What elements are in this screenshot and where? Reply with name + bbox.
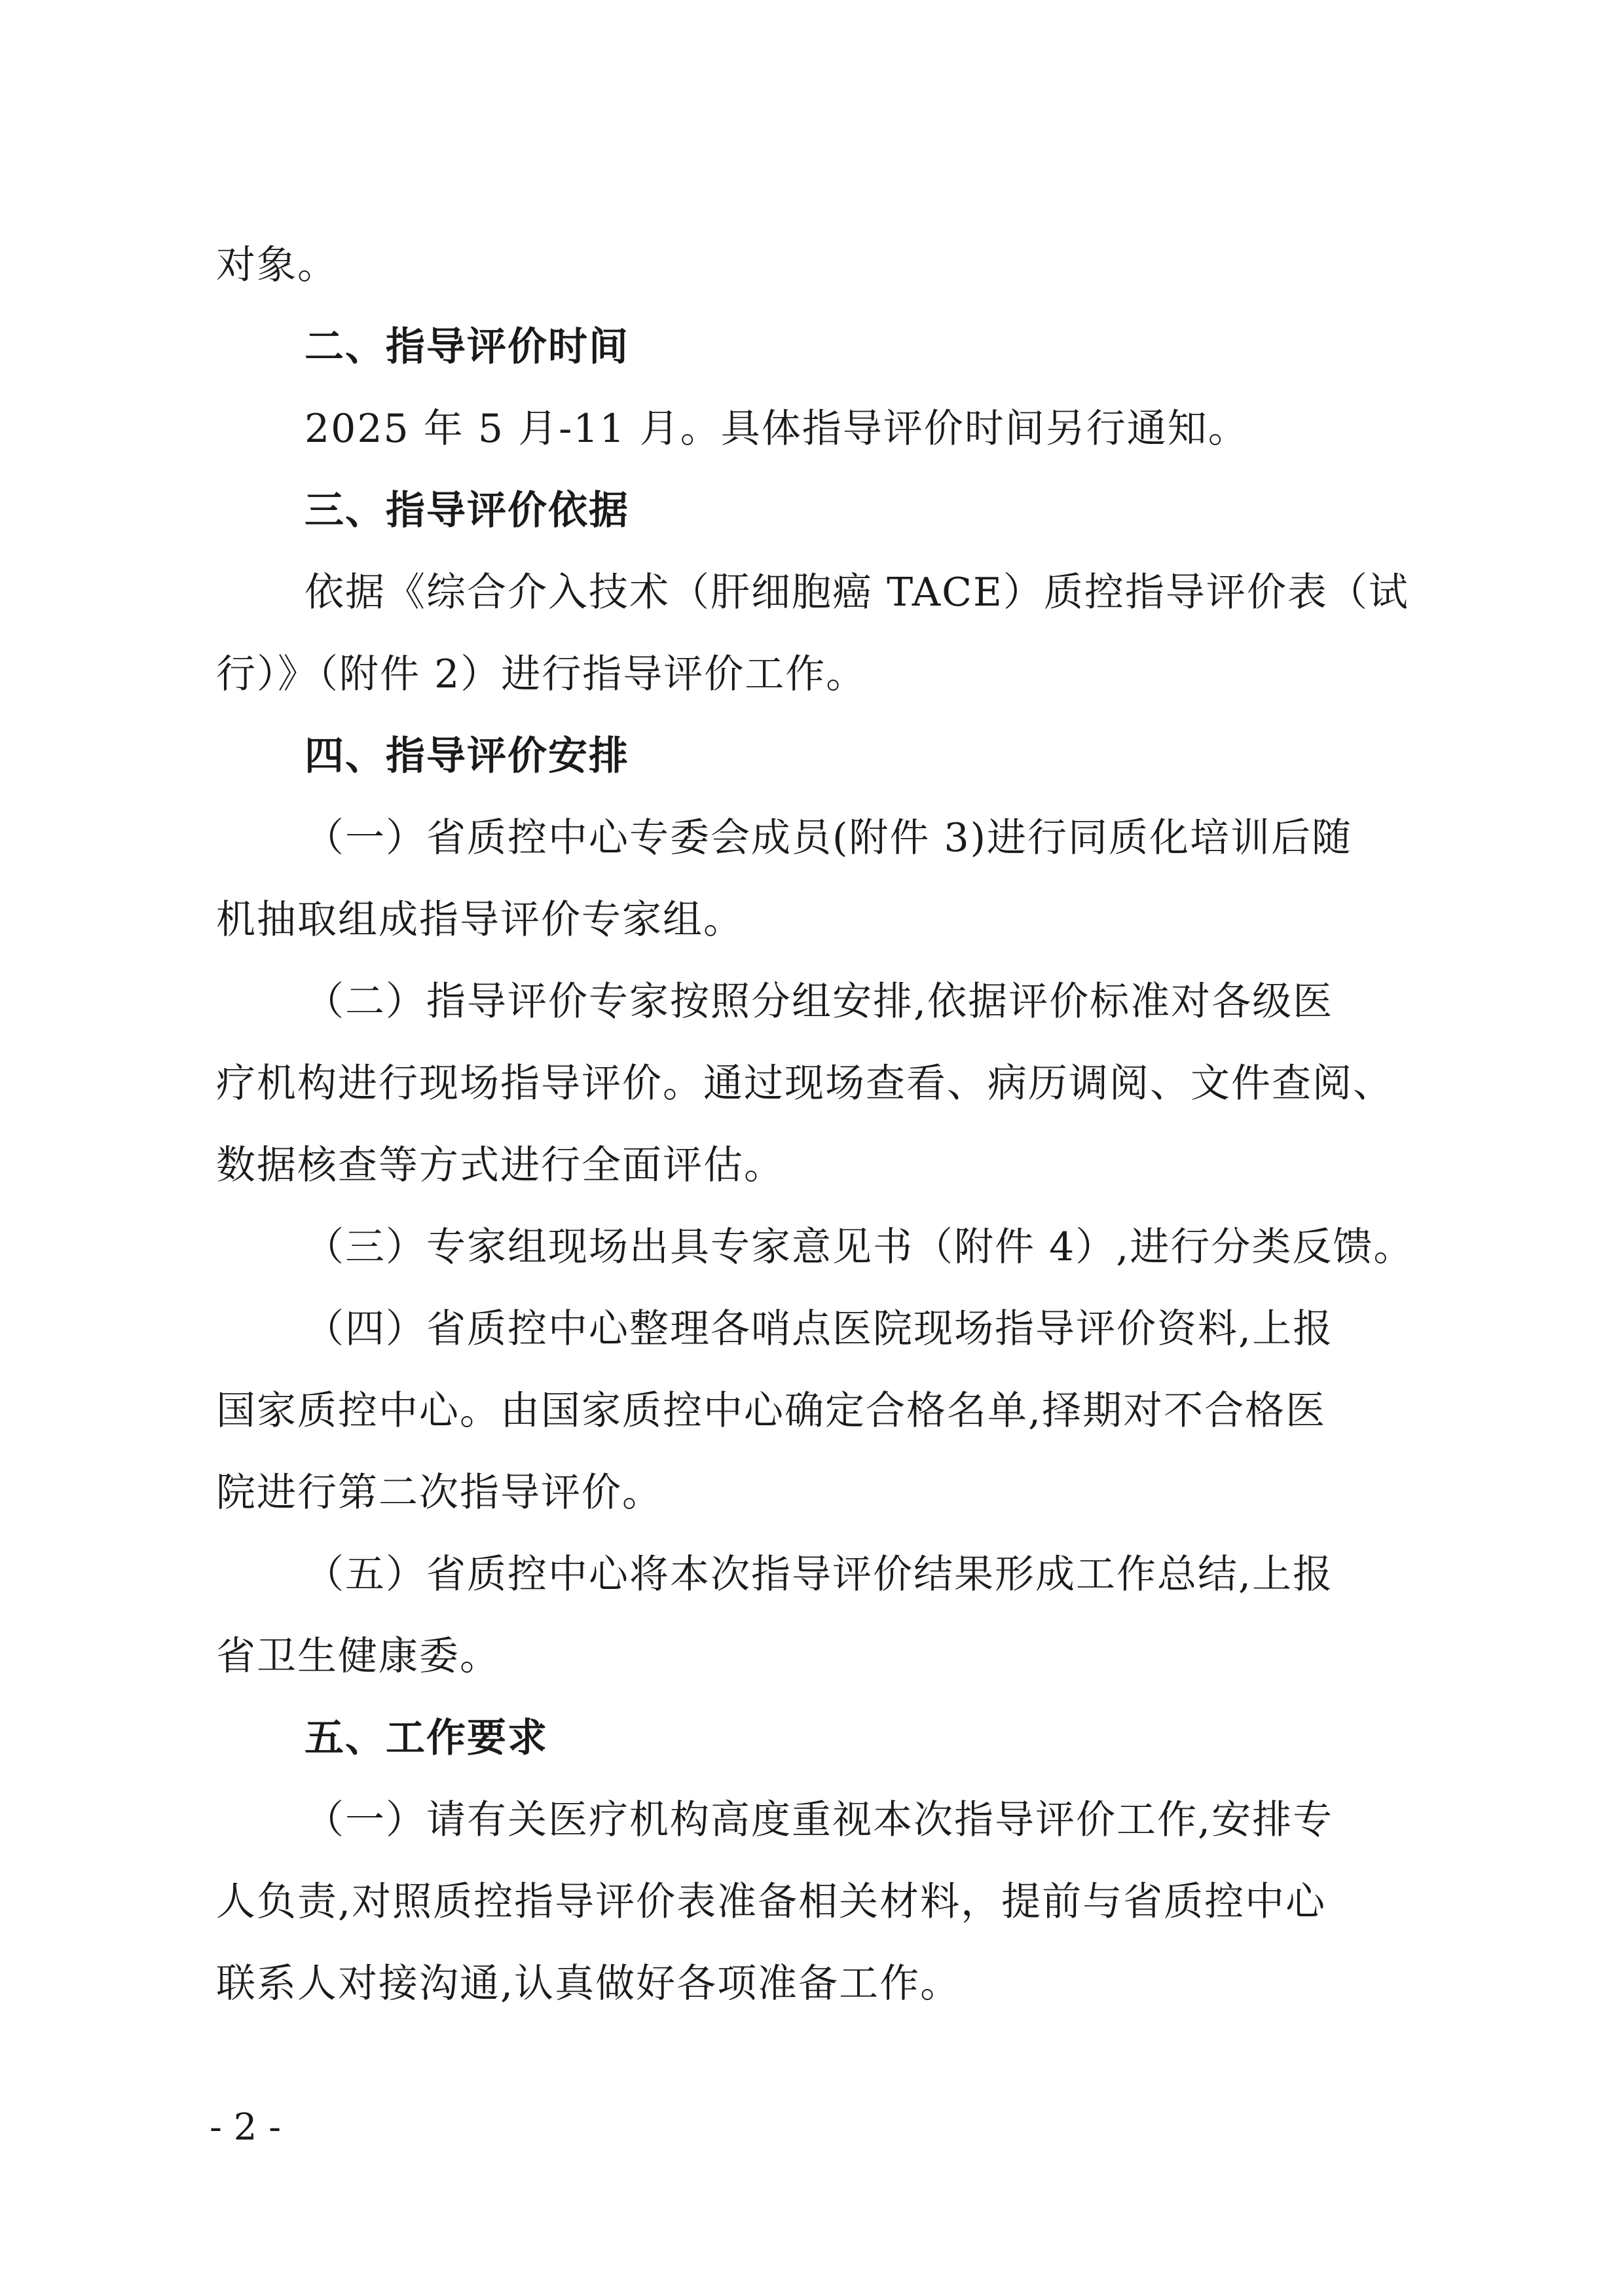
body-line: 联系人对接沟通,认真做好各项准备工作。	[216, 1961, 961, 2007]
body-line: （二）指导评价专家按照分组安排,依据评价标准对各级医	[304, 979, 1334, 1025]
section-heading-basis: 三、指导评价依据	[304, 488, 629, 534]
body-line: 国家质控中心。由国家质控中心确定合格名单,择期对不合格医	[216, 1388, 1327, 1434]
section-heading-requirements: 五、工作要求	[304, 1715, 548, 1761]
body-line: （五）省质控中心将本次指导评价结果形成工作总结,上报	[304, 1552, 1334, 1597]
body-line: 2025 年 5 月-11 月。具体指导评价时间另行通知。	[304, 406, 1249, 452]
body-line: （三）专家组现场出具专家意见书（附件 4）,进行分类反馈。	[304, 1224, 1414, 1270]
body-line: 省卫生健康委。	[216, 1633, 500, 1679]
body-line: 人负责,对照质控指导评价表准备相关材料，提前与省质控中心	[216, 1879, 1327, 1925]
body-line: 机抽取组成指导评价专家组。	[216, 897, 744, 943]
body-line: （一）省质控中心专委会成员(附件 3)进行同质化培训后随	[304, 815, 1353, 861]
body-line: 依据《综合介入技术（肝细胞癌 TACE）质控指导评价表（试	[304, 570, 1409, 615]
body-line: （四）省质控中心整理各哨点医院现场指导评价资料,上报	[304, 1306, 1334, 1352]
body-line: 对象。	[216, 242, 338, 288]
body-line: 疗机构进行现场指导评价。通过现场查看、病历调阅、文件查阅、	[216, 1061, 1393, 1106]
body-line: 院进行第二次指导评价。	[216, 1470, 663, 1516]
body-line: 数据核查等方式进行全面评估。	[216, 1142, 784, 1188]
section-heading-time: 二、指导评价时间	[304, 324, 629, 370]
body-line: 行）》（附件 2）进行指导评价工作。	[216, 651, 867, 697]
page-number: - 2 -	[210, 2106, 282, 2149]
section-heading-arrangement: 四、指导评价安排	[304, 733, 629, 779]
body-line: （一）请有关医疗机构高度重视本次指导评价工作,安排专	[304, 1797, 1334, 1843]
